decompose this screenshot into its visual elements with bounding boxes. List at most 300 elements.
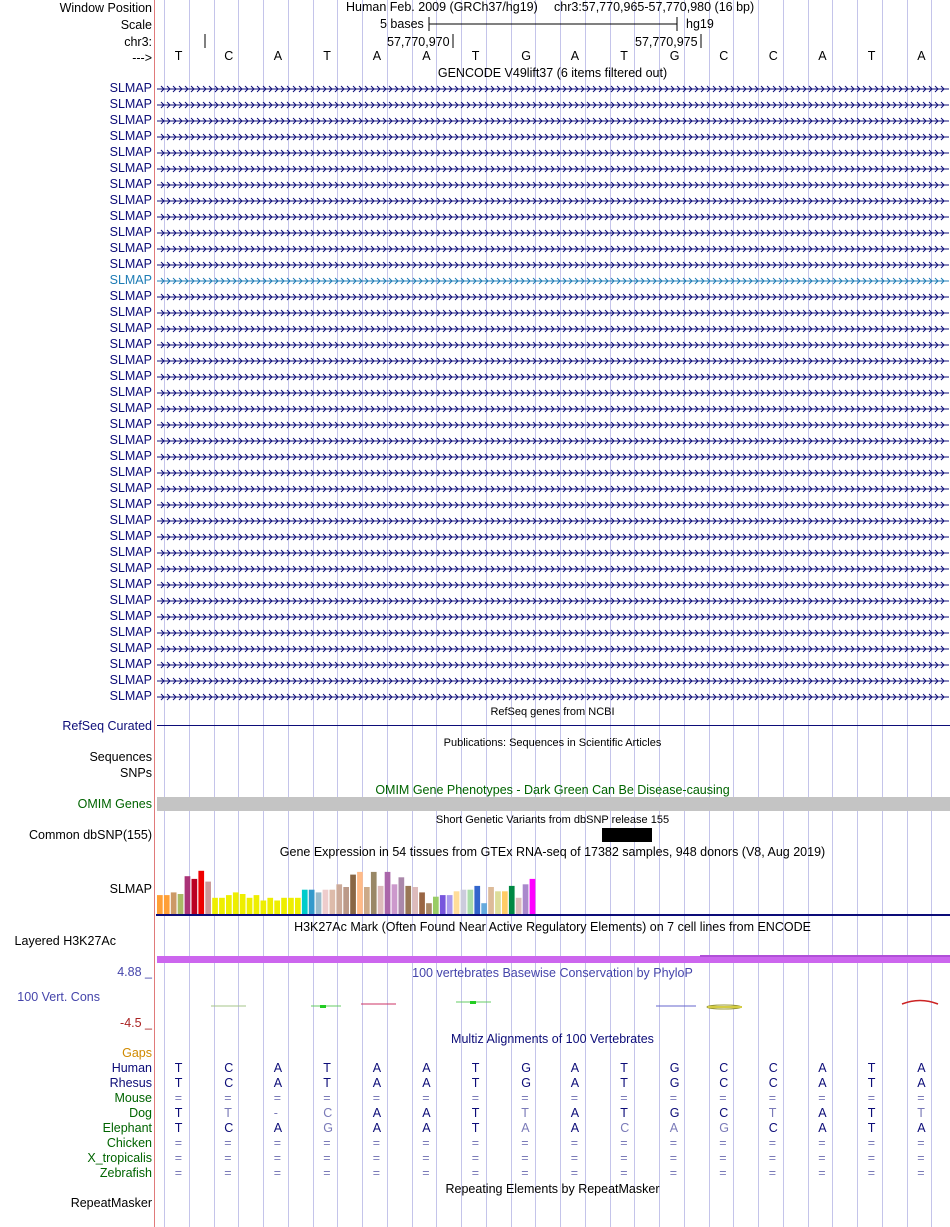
multiz-base: A bbox=[372, 1076, 382, 1090]
multiz-base: = bbox=[422, 1091, 430, 1105]
multiz-base: = bbox=[620, 1136, 628, 1150]
gencode-gene-label[interactable]: SLMAP bbox=[109, 113, 152, 127]
multiz-base: = bbox=[323, 1091, 331, 1105]
multiz-base: = bbox=[224, 1151, 232, 1165]
multiz-species-label[interactable]: X_tropicalis bbox=[87, 1151, 152, 1165]
multiz-base: C bbox=[768, 1121, 778, 1135]
multiz-base: A bbox=[818, 1061, 827, 1075]
gencode-gene-label[interactable]: SLMAP bbox=[109, 241, 152, 255]
gtex-tissue-bar[interactable] bbox=[185, 876, 191, 914]
multiz-base: = bbox=[521, 1091, 529, 1105]
multiz-base: C bbox=[224, 1121, 234, 1135]
multiz-base: = bbox=[867, 1151, 876, 1165]
multiz-base: = bbox=[273, 1136, 282, 1150]
h3k27ac-track-label[interactable]: Layered H3K27Ac bbox=[14, 934, 116, 948]
multiz-base: = bbox=[174, 1166, 183, 1180]
gencode-transcript[interactable] bbox=[157, 259, 949, 271]
base-letter: A bbox=[570, 49, 580, 63]
gencode-transcript[interactable] bbox=[157, 579, 949, 591]
gencode-transcript[interactable] bbox=[157, 179, 949, 191]
position-text[interactable]: chr3:57,770,965-57,770,980 (16 bp) bbox=[554, 0, 755, 14]
base-letter: C bbox=[768, 49, 778, 63]
multiz-base: = bbox=[471, 1151, 480, 1165]
gtex-bar-graph[interactable] bbox=[156, 860, 950, 916]
base-letter: G bbox=[521, 49, 531, 63]
gtex-tissue-bar[interactable] bbox=[316, 892, 322, 914]
gencode-gene-label[interactable]: SLMAP bbox=[109, 177, 152, 191]
multiz-base: = bbox=[669, 1091, 678, 1105]
multiz-base: = bbox=[768, 1151, 777, 1165]
gtex-tissue-bar[interactable] bbox=[226, 895, 232, 914]
multiz-base: = bbox=[719, 1151, 727, 1165]
gencode-transcript[interactable] bbox=[157, 211, 949, 223]
gencode-gene-label[interactable]: SLMAP bbox=[109, 609, 152, 623]
gtex-tissue-bar[interactable] bbox=[447, 895, 453, 914]
gtex-tissue-bar[interactable] bbox=[405, 886, 411, 914]
base-letter: G bbox=[669, 49, 680, 63]
multiz-base: T bbox=[768, 1106, 777, 1120]
gencode-gene-label[interactable]: SLMAP bbox=[109, 289, 152, 303]
multiz-species-label[interactable]: Zebrafish bbox=[99, 1166, 152, 1180]
gtex-tissue-bar[interactable] bbox=[461, 890, 467, 914]
gencode-transcript[interactable] bbox=[157, 483, 949, 495]
gtex-tissue-bar[interactable] bbox=[274, 901, 280, 915]
multiz-base: C bbox=[768, 1076, 778, 1090]
multiz-base: = bbox=[273, 1091, 282, 1105]
multiz-base: = bbox=[570, 1151, 579, 1165]
base-letter: C bbox=[719, 49, 729, 63]
multiz-base: = bbox=[174, 1091, 183, 1105]
gtex-tissue-bar[interactable] bbox=[198, 871, 204, 914]
gtex-tissue-bar[interactable] bbox=[343, 887, 349, 914]
multiz-species-label[interactable]: Rhesus bbox=[109, 1076, 152, 1090]
gtex-tissue-bar[interactable] bbox=[468, 890, 474, 914]
omim-track-title: OMIM Gene Phenotypes - Dark Green Can Be Disease-causing bbox=[375, 783, 730, 797]
multiz-base: = bbox=[372, 1091, 381, 1105]
gtex-tissue-bar[interactable] bbox=[364, 887, 370, 914]
gencode-gene-label[interactable]: SLMAP bbox=[109, 465, 152, 479]
multiz-base: A bbox=[273, 1061, 283, 1075]
gencode-transcript[interactable] bbox=[157, 131, 949, 143]
gencode-transcript[interactable] bbox=[157, 691, 949, 703]
gencode-gene-label[interactable]: SLMAP bbox=[109, 513, 152, 527]
multiz-base: T bbox=[471, 1061, 480, 1075]
gencode-transcript[interactable] bbox=[157, 323, 949, 335]
gencode-transcript[interactable] bbox=[157, 275, 949, 287]
multiz-base: T bbox=[174, 1061, 183, 1075]
gtex-tissue-bar[interactable] bbox=[309, 890, 315, 914]
gencode-transcript[interactable] bbox=[157, 451, 949, 463]
gencode-gene-label[interactable]: SLMAP bbox=[109, 97, 152, 111]
base-letter: A bbox=[273, 49, 283, 63]
gtex-tissue-bar[interactable] bbox=[247, 898, 253, 914]
strand-label: ---> bbox=[132, 51, 152, 65]
multiz-base: = bbox=[174, 1151, 183, 1165]
gencode-gene-label[interactable]: SLMAP bbox=[109, 417, 152, 431]
multiz-base: G bbox=[521, 1076, 531, 1090]
multiz-species-label[interactable]: Human bbox=[111, 1061, 152, 1075]
gtex-tissue-bar[interactable] bbox=[481, 903, 487, 914]
dbsnp-variant-block[interactable] bbox=[602, 828, 652, 842]
gtex-tissue-bar[interactable] bbox=[488, 887, 494, 914]
assembly-text: Human Feb. 2009 (GRCh37/hg19) bbox=[346, 0, 538, 14]
gencode-transcript[interactable] bbox=[157, 467, 949, 479]
gencode-transcript[interactable] bbox=[157, 531, 949, 543]
multiz-base: A bbox=[570, 1076, 580, 1090]
multiz-base: T bbox=[174, 1076, 183, 1090]
multiz-base: A bbox=[818, 1106, 827, 1120]
multiz-base: G bbox=[669, 1061, 680, 1075]
gtex-tissue-bar[interactable] bbox=[357, 872, 363, 914]
gtex-tissue-bar[interactable] bbox=[254, 895, 260, 914]
gtex-tissue-bar[interactable] bbox=[240, 894, 246, 914]
multiz-base: G bbox=[669, 1076, 680, 1090]
multiz-base: C bbox=[323, 1106, 333, 1120]
gtex-tissue-bar[interactable] bbox=[302, 890, 308, 914]
gencode-transcript[interactable] bbox=[157, 659, 949, 671]
multiz-base: = bbox=[917, 1091, 925, 1105]
gencode-gene-label[interactable]: SLMAP bbox=[109, 353, 152, 367]
multiz-base: T bbox=[174, 1121, 183, 1135]
gencode-gene-label[interactable]: SLMAP bbox=[109, 145, 152, 159]
multiz-base: - bbox=[273, 1106, 278, 1120]
multiz-base: A bbox=[372, 1106, 382, 1120]
multiz-base: = bbox=[422, 1136, 430, 1150]
multiz-base: G bbox=[521, 1061, 531, 1075]
multiz-base: A bbox=[422, 1061, 431, 1075]
multiz-base: A bbox=[818, 1076, 827, 1090]
gencode-gene-label[interactable]: SLMAP bbox=[109, 497, 152, 511]
multiz-base: T bbox=[917, 1106, 925, 1120]
gencode-gene-label[interactable]: SLMAP bbox=[109, 593, 152, 607]
phylop-signal[interactable] bbox=[156, 995, 950, 1015]
multiz-base: = bbox=[570, 1091, 579, 1105]
window-position-label: Window Position bbox=[59, 1, 152, 15]
gencode-gene-label[interactable]: SLMAP bbox=[109, 273, 152, 287]
gtex-track-title: Gene Expression in 54 tissues from GTEx RNA-seq of 17382 samples, 948 donors (V8, Aug 2019) bbox=[279, 845, 826, 859]
gencode-gene-label[interactable]: SLMAP bbox=[109, 385, 152, 399]
gencode-transcript[interactable] bbox=[157, 675, 949, 687]
gtex-tissue-bar[interactable] bbox=[399, 877, 405, 914]
multiz-base: T bbox=[323, 1076, 331, 1090]
gencode-transcript[interactable] bbox=[157, 499, 949, 511]
gencode-transcript[interactable] bbox=[157, 435, 949, 447]
multiz-species-label[interactable]: Elephant bbox=[102, 1121, 152, 1135]
multiz-base: C bbox=[224, 1076, 234, 1090]
base-letter: C bbox=[224, 49, 234, 63]
multiz-base: = bbox=[570, 1166, 579, 1180]
gencode-transcript[interactable] bbox=[157, 163, 949, 175]
multiz-base: = bbox=[818, 1151, 826, 1165]
gencode-transcript[interactable] bbox=[157, 355, 949, 367]
gencode-gene-label[interactable]: SLMAP bbox=[109, 161, 152, 175]
multiz-base: T bbox=[620, 1106, 628, 1120]
gencode-gene-label[interactable]: SLMAP bbox=[109, 481, 152, 495]
multiz-base: = bbox=[719, 1136, 727, 1150]
multiz-species-label[interactable]: Mouse bbox=[114, 1091, 152, 1105]
gtex-tissue-bar[interactable] bbox=[454, 891, 460, 914]
gtex-tissue-bar[interactable] bbox=[171, 892, 177, 914]
gencode-gene-label[interactable]: SLMAP bbox=[109, 529, 152, 543]
multiz-species-label[interactable]: Dog bbox=[129, 1106, 152, 1120]
gencode-transcript[interactable] bbox=[157, 83, 949, 95]
base-letter: T bbox=[323, 49, 331, 63]
multiz-base: C bbox=[768, 1061, 778, 1075]
gencode-gene-label[interactable]: SLMAP bbox=[109, 577, 152, 591]
multiz-track-title: Multiz Alignments of 100 Vertebrates bbox=[451, 1032, 654, 1046]
multiz-base: A bbox=[372, 1061, 382, 1075]
multiz-base: T bbox=[867, 1076, 876, 1090]
gencode-gene-label[interactable]: SLMAP bbox=[109, 625, 152, 639]
phylop-track-label[interactable]: 100 Vert. Cons bbox=[17, 990, 100, 1004]
publications-label-sequences[interactable]: Sequences bbox=[89, 750, 152, 764]
base-letter: A bbox=[422, 49, 431, 63]
multiz-base: = bbox=[521, 1166, 529, 1180]
gencode-transcript[interactable] bbox=[157, 547, 949, 559]
multiz-base: = bbox=[818, 1091, 826, 1105]
scale-label: Scale bbox=[120, 18, 152, 32]
multiz-base: A bbox=[917, 1061, 926, 1075]
multiz-base: A bbox=[273, 1076, 283, 1090]
gencode-gene-label[interactable]: SLMAP bbox=[109, 209, 152, 223]
gtex-tissue-bar[interactable] bbox=[350, 875, 356, 914]
gtex-track-label[interactable]: SLMAP bbox=[109, 882, 152, 896]
gtex-tissue-bar[interactable] bbox=[336, 884, 342, 914]
gencode-transcript[interactable] bbox=[157, 563, 949, 575]
gencode-transcript[interactable] bbox=[157, 643, 949, 655]
multiz-base: T bbox=[174, 1106, 183, 1120]
gencode-transcript[interactable] bbox=[157, 387, 949, 399]
multiz-base: T bbox=[224, 1106, 232, 1120]
multiz-base: = bbox=[669, 1136, 678, 1150]
multiz-base: = bbox=[768, 1136, 777, 1150]
multiz-base: T bbox=[620, 1076, 628, 1090]
multiz-base: G bbox=[323, 1121, 333, 1135]
gencode-gene-label[interactable]: SLMAP bbox=[109, 337, 152, 351]
phylop-track-title: 100 vertebrates Basewise Conservation by PhyloP bbox=[412, 966, 693, 980]
multiz-species-label[interactable]: Chicken bbox=[106, 1136, 152, 1150]
multiz-base: C bbox=[224, 1061, 234, 1075]
gencode-gene-label[interactable]: SLMAP bbox=[109, 129, 152, 143]
multiz-base: = bbox=[818, 1166, 826, 1180]
gencode-gene-label[interactable]: SLMAP bbox=[109, 305, 152, 319]
multiz-base: = bbox=[521, 1136, 529, 1150]
multiz-base: = bbox=[273, 1166, 282, 1180]
multiz-base: T bbox=[867, 1121, 876, 1135]
multiz-gaps-label: Gaps bbox=[122, 1046, 152, 1060]
gtex-tissue-bar[interactable] bbox=[288, 898, 294, 914]
gtex-tissue-bar[interactable] bbox=[157, 895, 163, 914]
gencode-gene-label[interactable]: SLMAP bbox=[109, 193, 152, 207]
multiz-base: = bbox=[620, 1091, 628, 1105]
gtex-tissue-bar[interactable] bbox=[474, 886, 480, 914]
gencode-gene-label[interactable]: SLMAP bbox=[109, 225, 152, 239]
gtex-tissue-bar[interactable] bbox=[523, 884, 529, 914]
multiz-base: A bbox=[570, 1106, 580, 1120]
gtex-tissue-bar[interactable] bbox=[502, 891, 508, 914]
gencode-transcript[interactable] bbox=[157, 627, 949, 639]
refseq-track-label[interactable]: RefSeq Curated bbox=[62, 719, 152, 733]
gencode-transcript[interactable] bbox=[157, 243, 949, 255]
gencode-transcript[interactable] bbox=[157, 595, 949, 607]
gtex-tissue-bar[interactable] bbox=[192, 879, 198, 914]
gencode-gene-label[interactable]: SLMAP bbox=[109, 545, 152, 559]
gtex-tissue-bar[interactable] bbox=[392, 884, 398, 914]
multiz-base: = bbox=[471, 1166, 480, 1180]
gtex-tissue-bar[interactable] bbox=[371, 872, 377, 914]
gencode-transcript[interactable] bbox=[157, 611, 949, 623]
gencode-transcript[interactable] bbox=[157, 99, 949, 111]
gencode-transcript[interactable] bbox=[157, 403, 949, 415]
multiz-base: C bbox=[719, 1061, 729, 1075]
gtex-tissue-bar[interactable] bbox=[261, 901, 267, 915]
base-letter: T bbox=[620, 49, 628, 63]
multiz-base: = bbox=[669, 1166, 678, 1180]
gtex-tissue-bar[interactable] bbox=[412, 887, 418, 914]
multiz-base: A bbox=[570, 1121, 580, 1135]
gencode-gene-label[interactable]: SLMAP bbox=[109, 689, 152, 703]
omim-track-label[interactable]: OMIM Genes bbox=[77, 797, 152, 811]
gencode-transcript[interactable] bbox=[157, 371, 949, 383]
gencode-gene-label[interactable]: SLMAP bbox=[109, 641, 152, 655]
multiz-base: = bbox=[867, 1166, 876, 1180]
multiz-base: = bbox=[917, 1151, 925, 1165]
multiz-base: = bbox=[620, 1151, 628, 1165]
gtex-tissue-bar[interactable] bbox=[205, 882, 211, 914]
gtex-tissue-bar[interactable] bbox=[385, 872, 391, 914]
chr-label: chr3: bbox=[124, 35, 152, 49]
multiz-base: A bbox=[521, 1121, 530, 1135]
multiz-base: = bbox=[521, 1151, 529, 1165]
gtex-tissue-bar[interactable] bbox=[516, 898, 522, 914]
h3k27ac-track-title: H3K27Ac Mark (Often Found Near Active Regulatory Elements) on 7 cell lines from ENCODE bbox=[294, 920, 811, 934]
multiz-base: = bbox=[867, 1091, 876, 1105]
base-letter: A bbox=[372, 49, 382, 63]
gtex-tissue-bar[interactable] bbox=[433, 897, 439, 914]
multiz-base: = bbox=[719, 1091, 727, 1105]
gencode-transcript[interactable] bbox=[157, 291, 949, 303]
multiz-base: = bbox=[620, 1166, 628, 1180]
db-text: hg19 bbox=[686, 17, 714, 31]
multiz-base: = bbox=[372, 1166, 381, 1180]
gencode-transcript[interactable] bbox=[157, 227, 949, 239]
gtex-tissue-bar[interactable] bbox=[378, 886, 384, 914]
refseq-gene-line[interactable] bbox=[157, 725, 950, 726]
gencode-transcript[interactable] bbox=[157, 195, 949, 207]
multiz-base: A bbox=[372, 1121, 382, 1135]
multiz-base: A bbox=[422, 1121, 431, 1135]
phylop-max-label: 4.88 _ bbox=[117, 965, 152, 979]
multiz-base: A bbox=[917, 1121, 926, 1135]
gencode-gene-label[interactable]: SLMAP bbox=[109, 673, 152, 687]
base-letter: A bbox=[917, 49, 926, 63]
gencode-transcript[interactable] bbox=[157, 419, 949, 431]
gencode-transcript[interactable] bbox=[157, 339, 949, 351]
base-letter: T bbox=[174, 49, 183, 63]
gtex-tissue-bar[interactable] bbox=[419, 892, 425, 914]
publications-label-snps[interactable]: SNPs bbox=[120, 766, 152, 780]
multiz-base: T bbox=[867, 1061, 876, 1075]
multiz-base: = bbox=[224, 1091, 232, 1105]
multiz-base: = bbox=[224, 1136, 232, 1150]
multiz-base: = bbox=[768, 1166, 777, 1180]
gencode-gene-label[interactable]: SLMAP bbox=[109, 321, 152, 335]
multiz-base: = bbox=[719, 1166, 727, 1180]
multiz-base: = bbox=[917, 1166, 925, 1180]
multiz-base: = bbox=[917, 1136, 925, 1150]
multiz-base: = bbox=[669, 1151, 678, 1165]
dbsnp-track-title: Short Genetic Variants from dbSNP release 155 bbox=[435, 814, 670, 826]
gencode-transcript[interactable] bbox=[157, 515, 949, 527]
gtex-tissue-bar[interactable] bbox=[440, 895, 446, 914]
gencode-gene-label[interactable]: SLMAP bbox=[109, 449, 152, 463]
gtex-tissue-bar[interactable] bbox=[323, 890, 329, 914]
base-letter: T bbox=[471, 49, 480, 63]
multiz-base: A bbox=[818, 1121, 827, 1135]
gtex-tissue-bar[interactable] bbox=[178, 894, 184, 914]
gencode-gene-label[interactable]: SLMAP bbox=[109, 369, 152, 383]
dbsnp-track-label[interactable]: Common dbSNP(155) bbox=[29, 828, 152, 842]
gencode-transcript[interactable] bbox=[157, 147, 949, 159]
gencode-gene-label[interactable]: SLMAP bbox=[109, 561, 152, 575]
scale-bar bbox=[428, 16, 680, 32]
multiz-base: A bbox=[422, 1106, 431, 1120]
gtex-tissue-bar[interactable] bbox=[495, 891, 501, 914]
gencode-track-title: GENCODE V49lift37 (6 items filtered out) bbox=[437, 66, 668, 80]
multiz-base: C bbox=[719, 1106, 729, 1120]
gencode-gene-label[interactable]: SLMAP bbox=[109, 257, 152, 271]
gtex-tissue-bar[interactable] bbox=[164, 895, 170, 914]
gtex-tissue-bar[interactable] bbox=[233, 892, 239, 914]
multiz-base: = bbox=[174, 1136, 183, 1150]
multiz-base: A bbox=[273, 1121, 283, 1135]
gtex-tissue-bar[interactable] bbox=[219, 898, 225, 914]
gencode-transcript[interactable] bbox=[157, 115, 949, 127]
refseq-track-title: RefSeq genes from NCBI bbox=[490, 706, 615, 718]
multiz-base: = bbox=[372, 1151, 381, 1165]
gtex-tissue-bar[interactable] bbox=[426, 903, 432, 914]
multiz-base: T bbox=[471, 1076, 480, 1090]
gencode-gene-label[interactable]: SLMAP bbox=[109, 433, 152, 447]
multiz-base: T bbox=[471, 1106, 480, 1120]
phylop-min-label: -4.5 _ bbox=[120, 1016, 152, 1030]
gencode-transcript[interactable] bbox=[157, 307, 949, 319]
gtex-tissue-bar[interactable] bbox=[295, 898, 301, 914]
multiz-base: G bbox=[669, 1106, 680, 1120]
h3k27ac-signal-bar[interactable] bbox=[157, 956, 950, 963]
multiz-base: = bbox=[422, 1151, 430, 1165]
gencode-gene-label[interactable]: SLMAP bbox=[109, 401, 152, 415]
base-letter: A bbox=[818, 49, 827, 63]
repeatmasker-track-label[interactable]: RepeatMasker bbox=[70, 1196, 152, 1210]
gtex-tissue-bar[interactable] bbox=[281, 898, 287, 914]
h3k27ac-signal-peak bbox=[700, 955, 950, 957]
gtex-tissue-bar[interactable] bbox=[267, 898, 273, 914]
multiz-base: = bbox=[471, 1136, 480, 1150]
gtex-tissue-bar[interactable] bbox=[330, 890, 336, 914]
gtex-tissue-bar[interactable] bbox=[530, 879, 536, 914]
gtex-tissue-bar[interactable] bbox=[509, 886, 515, 914]
multiz-base: = bbox=[323, 1151, 331, 1165]
gtex-tissue-bar[interactable] bbox=[212, 898, 218, 914]
ruler-tick-left: 57,770,970 bbox=[387, 35, 450, 49]
gencode-gene-label[interactable]: SLMAP bbox=[109, 657, 152, 671]
omim-gene-bar[interactable] bbox=[157, 797, 950, 811]
gencode-gene-label[interactable]: SLMAP bbox=[109, 81, 152, 95]
multiz-base: A bbox=[422, 1076, 431, 1090]
chrom-ruler bbox=[200, 33, 710, 49]
multiz-base: = bbox=[323, 1166, 331, 1180]
